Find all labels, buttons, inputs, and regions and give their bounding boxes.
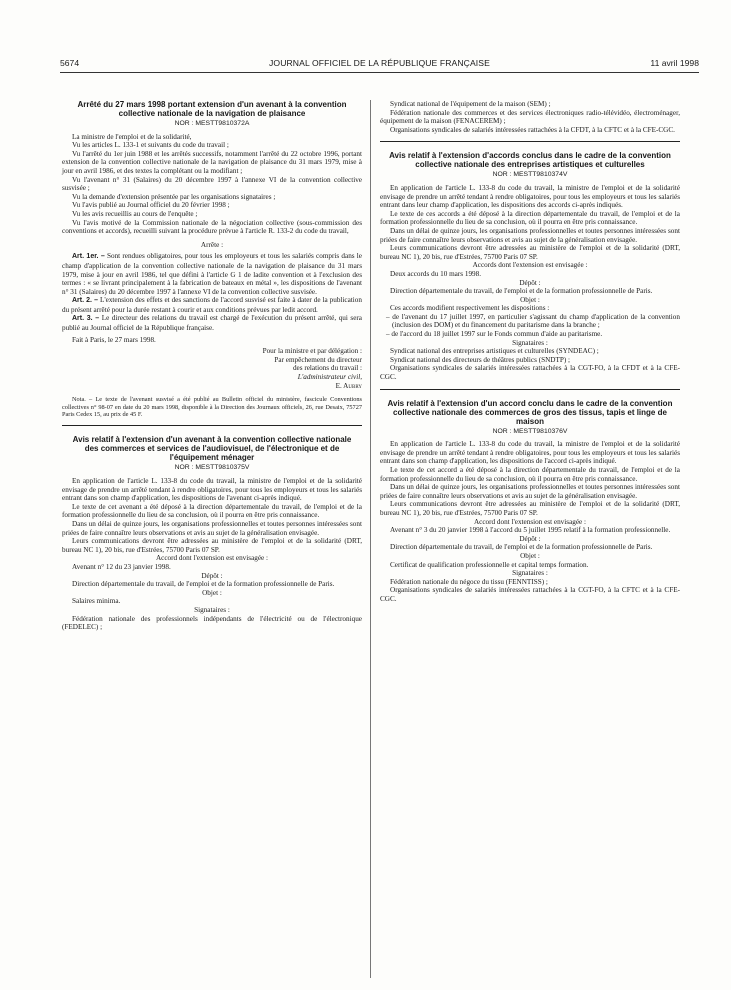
- list-item: – de l'avenant du 17 juillet 1997, en particulier s'agissant du champ d'application de la convention (inclusion des DOM) et du financement du paritarisme dans la branche ;: [386, 312, 680, 330]
- article-3: [62, 314, 362, 332]
- paragraph: Vu les articles L. 133-1 et suivants du code du travail ;: [72, 141, 229, 150]
- paragraph: Organisations syndicales de salariés intéressées rattachées à la CFDT, à la CFTC et à la CFE-CGC.: [390, 125, 675, 134]
- article-avis-audiovisuel: [62, 435, 362, 631]
- objet-text: Ces accords modifient respectivement les dispositions :: [390, 304, 550, 313]
- paragraph: Vu l'arrêté du 1er juin 1988 et les arrêtés successifs, notamment l'arrêté du 22 octobre 1996, portant extension de la convention collective nationale de la navigation de plaisance du 31 mars 1979, mise à jour en avril 1986, et des textes la complétant ou la modifiant ;: [62, 149, 362, 175]
- article-arrete-plaisance: [62, 100, 362, 418]
- column-divider: [370, 100, 371, 978]
- paragraph: Dans un délai de quinze jours, les organisations professionnelles et toutes personnes intéressées sont priées de faire connaître leurs observations et avis au sujet de la généralisation envisagée.: [62, 520, 362, 537]
- objet-text: Salaires minima.: [72, 597, 121, 606]
- paragraph: La ministre de l'emploi et de la solidarité,: [72, 132, 192, 141]
- paragraph: Leurs communications devront être adressées au ministère de l'emploi et de la solidarité (DRT, bureau NC 1), 20 bis, rue d'Estrées, 75700 Paris 07 SP.: [380, 500, 680, 517]
- paragraph: En application de l'article L. 133-8 du code du travail, la ministre de l'emploi et de la solidarité envisage de prendre un arrêté tendant à rendre obligatoires, pour tous les employeurs et tous les salariés entrant dans son champ d'application, les dispositions de l'avenant ci-après indiqué.: [62, 477, 362, 503]
- article-3-text: Le directeur des relations du travail est chargé de l'exécution du présent arrêté, qui sera publié au Journal officiel de la République française.: [62, 314, 362, 333]
- header-rule: [60, 72, 699, 73]
- article-3-label: Art. 3. –: [72, 315, 100, 323]
- paragraph: Vu l'avis motivé de la Commission nationale de la négociation collective (sous-commission des conventions et accords), recueilli suivant la procédure prévue à l'article R. 133-2 du code du travail,: [62, 218, 362, 236]
- objet-label: Objet :: [202, 588, 222, 597]
- signataires-label: Signataires :: [512, 338, 548, 347]
- signature-line: L'administrateur civil,: [297, 373, 362, 382]
- objet-text: Certificat de qualification professionnelle et capital temps formation.: [390, 560, 589, 569]
- signature-line: des relations du travail :: [292, 364, 362, 373]
- section-separator: [380, 141, 680, 142]
- paragraph: Vu la demande d'extension présentée par les organisations signataires ;: [72, 192, 276, 201]
- paragraph: Leurs communications devront être adressées au ministère de l'emploi et de la solidarité (DRT, bureau NC 1), 20 bis, rue d'Estrées, 75700 Paris 07 SP.: [380, 244, 680, 261]
- nota-note: Nota. – Le texte de l'avenant susvisé a été publié au Bulletin officiel du ministère, fascicule Conventions collectives n° 98-07 en date du 20 mars 1998, disponible à la Direction des Journaux officiels, 26, rue Desaix, 75727 Paris Cedex 15, au prix de 45 F.: [62, 396, 362, 419]
- article-title: Avis relatif à l'extension d'un avenant à la convention collective nationale des commerces et services de l'audiovisuel, de l'électronique et de l'équipement ménager: [72, 435, 352, 463]
- article-title: Avis relatif à l'extension d'accords conclus dans le cadre de la convention collective nationale des entreprises artistiques et culturelles: [389, 151, 671, 170]
- paragraph: Syndicat national de l'équipement de la maison (SEM) ;: [390, 100, 551, 108]
- signature-name: E. Aubry: [335, 381, 362, 390]
- article-1: [62, 252, 362, 296]
- page-header: [60, 58, 699, 72]
- envisage-label: Accords dont l'extension est envisagée :: [472, 261, 588, 270]
- journal-title: JOURNAL OFFICIEL DE LA RÉPUBLIQUE FRANÇAISE: [269, 58, 490, 68]
- article-2: [62, 296, 362, 314]
- signataires-text: Organisations syndicales de salariés intéressées rattachées à la CGT-FO, à la CFDT et à la CFE-CGC.: [380, 364, 680, 382]
- signature-line: Pour la ministre et par délégation :: [262, 347, 362, 356]
- paragraph: Vu l'avenant n° 31 (Salaires) du 20 décembre 1997 à l'annexe VI de la convention collective susvisée ;: [62, 175, 362, 193]
- objet-label: Objet :: [520, 295, 540, 304]
- depot-label: Dépôt :: [519, 534, 541, 543]
- paragraph: En application de l'article L. 133-8 du code du travail, la ministre de l'emploi et de la solidarité envisage de prendre un arrêté tendant à rendre obligatoires, pour tous les employeurs et tous les salariés entrant dans leur champ d'application, les dispositions des accords ci-après indiqués.: [380, 183, 680, 210]
- paragraph: Leurs communications devront être adressées au ministère de l'emploi et de la solidarité (DRT, bureau NC 1), 20 bis, rue d'Estrées, 75700 Paris 07 SP.: [62, 537, 362, 554]
- paragraph: Vu les avis recueillis au cours de l'enquête ;: [72, 209, 198, 218]
- arrete-heading: Arrête :: [200, 240, 224, 249]
- nor-reference: NOR : MESTT9810376V: [492, 427, 568, 435]
- continued-signatories: [380, 100, 680, 134]
- list-item: – de l'accord du 18 juillet 1997 sur le Fonds commun d'aide au paritarisme.: [386, 330, 603, 339]
- depot-text: Direction départementale du travail, de l'emploi et de la formation professionnelle de Paris.: [72, 580, 335, 589]
- page-number: 5674: [60, 58, 80, 68]
- section-separator: [380, 389, 680, 390]
- signature-block: [62, 347, 362, 390]
- envisage-text: Avenant n° 12 du 23 janvier 1998.: [72, 562, 171, 571]
- depot-label: Dépôt :: [201, 571, 223, 580]
- nor-reference: NOR : MESTT9810372A: [174, 120, 250, 127]
- signataires-label: Signataires :: [194, 605, 230, 614]
- signataires-label: Signataires :: [512, 569, 548, 578]
- signataires-text: Syndicat national des directeurs de théâtres publics (SNDTP) ;: [390, 355, 571, 364]
- article-avis-artistiques: [380, 151, 680, 381]
- article-2-text: L'extension des effets et des sanctions de l'accord susvisé est faite à dater de la publication du présent arrêté pour la durée restant à courir et aux conditions prévues par ledit accord.: [62, 296, 362, 314]
- paragraph: Le texte de cet avenant a été déposé à la direction départementale du travail, de l'emploi et de la formation professionnelle du lieu de sa conclusion, où il pourra en être pris connaissance.: [62, 502, 362, 520]
- article-avis-tissus: [380, 399, 680, 604]
- signataires-text: Organisations syndicales de salariés intéressées rattachées à la CGT-FO, à la CFTC et à la CFE-CGC.: [380, 586, 680, 603]
- section-separator: [62, 425, 362, 426]
- envisage-label: Accord dont l'extension est envisagée :: [155, 554, 269, 563]
- paragraph: Le texte de ces accords a été déposé à la direction départementale du travail, de l'emploi et de la formation professionnelle du lieu de sa conclusion, où il pourra en être pris connaissance.: [380, 209, 680, 227]
- depot-text: Direction départementale du travail, de l'emploi et de la formation professionnelle de Paris.: [390, 287, 653, 296]
- signataires-text: Fédération nationale du négoce du tissu (FENNTISS) ;: [390, 577, 548, 586]
- signataires-text: Syndicat national des entreprises artistiques et culturelles (SYNDEAC) ;: [390, 347, 599, 356]
- signataires-text: Fédération nationale des professionnels indépendants de l'électricité ou de l'électronique (FEDELEC) ;: [62, 614, 362, 632]
- paragraph: Dans un délai de quinze jours, les organisations professionnelles et toutes personnes intéressées sont priées de faire connaître leurs observations et avis au sujet de la généralisation envisagée.: [380, 483, 680, 500]
- right-column: [380, 100, 680, 604]
- envisage-text: Deux accords du 10 mars 1998.: [390, 269, 482, 278]
- nor-reference: NOR : MESTT9810375V: [174, 464, 250, 472]
- envisage-text: Avenant n° 3 du 20 janvier 1998 à l'accord du 5 juillet 1995 relatif à la formation professionnelle.: [390, 526, 671, 535]
- paragraph: Le texte de cet accord a été déposé à la direction départementale du travail, de l'emploi et de la formation professionnelle du lieu de sa conclusion, où il pourra en être pris connaissance.: [380, 466, 680, 483]
- signature-line: Par empêchement du directeur: [274, 355, 362, 364]
- paragraph: Fédération nationale des commerces et des services électroniques radio-télévidéo, électroménager, équipement de la maison (FENACEREM) ;: [380, 108, 680, 126]
- article-title: Avis relatif à l'extension d'un accord conclu dans le cadre de la convention collective nationale des commerces de gros des tissus, tapis et linge de maison: [387, 398, 673, 426]
- article-2-label: Art. 2. –: [72, 297, 98, 305]
- paragraph: Vu l'avis publié au Journal officiel du 20 février 1998 ;: [72, 201, 230, 210]
- article-1-text: Sont rendues obligatoires, pour tous les employeurs et tous les salariés compris dans le champ d'application de la convention collective nationale de la navigation de plaisance du 31 mars 1979, mise à jour en avril 1986, tel que défini à l'article G 1 de ladite convention et à l'exclusion des termes : « se livrant principalement à la fabrication de bateaux en métal », les dispositions de l'avenant n° 31 (Salaires) du 20 décembre 1997 à l'annexe VI de la convention collective susvisée.: [62, 252, 362, 296]
- depot-label: Dépôt :: [519, 278, 541, 287]
- nor-reference: NOR : MESTT9810374V: [492, 171, 568, 179]
- article-title: Arrêté du 27 mars 1998 portant extension d'un avenant à la convention collective nationale de la navigation de plaisance: [77, 100, 347, 118]
- paragraph: En application de l'article L. 133-8 du code du travail, la ministre de l'emploi et de la solidarité envisage de prendre un arrêté tendant à rendre obligatoires, pour tous les employeurs et tous les salariés entrant dans son champ d'application, les dispositions de l'accord ci-après indiqué.: [380, 440, 680, 466]
- objet-label: Objet :: [520, 551, 540, 560]
- fait-a-paris: Fait à Paris, le 27 mars 1998.: [72, 335, 156, 344]
- depot-text: Direction départementale du travail, de l'emploi et de la formation professionnelle de Paris.: [390, 543, 653, 552]
- left-column: [62, 100, 362, 632]
- article-1-label: Art. 1er. –: [72, 253, 105, 261]
- issue-date: 11 avril 1998: [650, 58, 699, 68]
- paragraph: Dans un délai de quinze jours, les organisations professionnelles et toutes personnes intéressées sont priées de faire connaître leurs observations et avis au sujet de la généralisation envisagée.: [380, 226, 680, 244]
- envisage-label: Accord dont l'extension est envisagée :: [473, 517, 587, 526]
